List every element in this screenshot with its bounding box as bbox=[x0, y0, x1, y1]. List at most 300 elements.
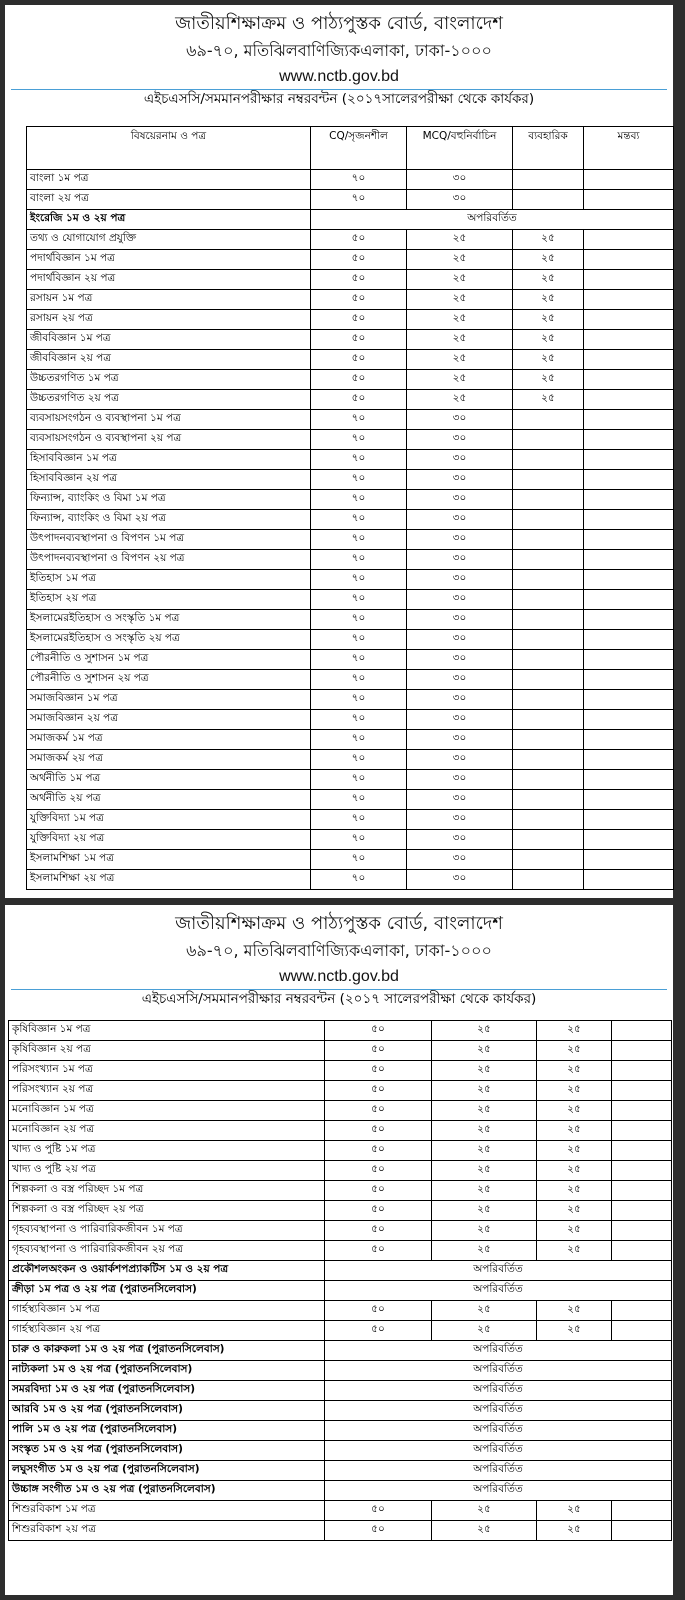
table-row bbox=[9, 1421, 672, 1441]
subject-name: উৎপাদনব্যবস্থাপনা ও বিপণন ১ম পত্র bbox=[27, 530, 311, 550]
table-row bbox=[27, 370, 674, 390]
cq-marks: ৫০ bbox=[325, 1021, 432, 1041]
mcq-marks: ৩০ bbox=[407, 190, 513, 210]
practical-marks: ২৫ bbox=[537, 1221, 612, 1241]
cq-marks: ৭০ bbox=[311, 650, 407, 670]
mcq-marks: ৩০ bbox=[407, 410, 513, 430]
mcq-marks: ৩০ bbox=[407, 530, 513, 550]
remarks-cell bbox=[584, 710, 674, 730]
subject-name: পদার্থবিজ্ঞান ১ম পত্র bbox=[27, 250, 311, 270]
mcq-marks: ৩০ bbox=[407, 490, 513, 510]
subject-name: ব্যবসায়সংগঠন ও ব্যবস্থাপনা ১ম পত্র bbox=[27, 410, 311, 430]
cq-marks: ৭০ bbox=[311, 850, 407, 870]
remarks-cell bbox=[612, 1201, 672, 1221]
table-row bbox=[9, 1061, 672, 1081]
subject-name: উচ্চতরগণিত ১ম পত্র bbox=[27, 370, 311, 390]
cq-marks: ৭০ bbox=[311, 490, 407, 510]
mcq-marks: ৩০ bbox=[407, 610, 513, 630]
cq-marks: ৭০ bbox=[311, 670, 407, 690]
subject-name: ফিন্যান্স, ব্যাংকিং ও বিমা ২য় পত্র bbox=[27, 510, 311, 530]
table-row bbox=[9, 1381, 672, 1401]
org-title: জাতীয়শিক্ষাক্রম ও পাঠ্যপুস্তক বোর্ড, বাংলাদেশ bbox=[175, 13, 503, 34]
table-row bbox=[27, 530, 674, 550]
cq-marks: ৫০ bbox=[325, 1501, 432, 1521]
unchanged-note: অপরিবর্তিত bbox=[325, 1381, 672, 1401]
cq-marks: ৫০ bbox=[325, 1161, 432, 1181]
cq-marks: ৭০ bbox=[311, 790, 407, 810]
practical-marks: ২৫ bbox=[537, 1301, 612, 1321]
subject-name: মনোবিজ্ঞান ২য় পত্র bbox=[9, 1121, 325, 1141]
mcq-marks: ২৫ bbox=[432, 1521, 537, 1541]
subject-name: ফিন্যান্স, ব্যাংকিং ও বিমা ১ম পত্র bbox=[27, 490, 311, 510]
cq-marks: ৫০ bbox=[325, 1521, 432, 1541]
mcq-marks: ২৫ bbox=[432, 1041, 537, 1061]
cq-marks: ৫০ bbox=[325, 1141, 432, 1161]
subject-name: সমাজকর্ম ২য় পত্র bbox=[27, 750, 311, 770]
subject-name: ইতিহাস ২য় পত্র bbox=[27, 590, 311, 610]
unchanged-note: অপরিবর্তিত bbox=[325, 1361, 672, 1381]
remarks-cell bbox=[584, 850, 674, 870]
remarks-cell bbox=[584, 310, 674, 330]
cq-marks: ৫০ bbox=[311, 330, 407, 350]
table-row bbox=[27, 630, 674, 650]
subject-name: মনোবিজ্ঞান ১ম পত্র bbox=[9, 1101, 325, 1121]
practical-marks: ২৫ bbox=[513, 310, 584, 330]
remarks-cell bbox=[584, 630, 674, 650]
practical-marks: ২৫ bbox=[513, 270, 584, 290]
cq-marks: ৫০ bbox=[325, 1181, 432, 1201]
practical-marks: ২৫ bbox=[537, 1101, 612, 1121]
remarks-cell bbox=[584, 430, 674, 450]
practical-marks bbox=[513, 670, 584, 690]
subject-name: পদার্থবিজ্ঞান ২য় পত্র bbox=[27, 270, 311, 290]
practical-marks bbox=[513, 530, 584, 550]
mcq-marks: ৩০ bbox=[407, 690, 513, 710]
page-1-header bbox=[5, 5, 673, 89]
subject-name: উৎপাদনব্যবস্থাপনা ও বিপণন ২য় পত্র bbox=[27, 550, 311, 570]
mcq-marks: ২৫ bbox=[407, 370, 513, 390]
mcq-marks: ৩০ bbox=[407, 850, 513, 870]
remarks-cell bbox=[612, 1241, 672, 1261]
table-row bbox=[27, 670, 674, 690]
practical-marks bbox=[513, 690, 584, 710]
practical-marks: ২৫ bbox=[537, 1181, 612, 1201]
practical-marks bbox=[513, 750, 584, 770]
mcq-marks: ২৫ bbox=[432, 1101, 537, 1121]
table-row bbox=[27, 310, 674, 330]
remarks-cell bbox=[584, 790, 674, 810]
cq-marks: ৫০ bbox=[311, 230, 407, 250]
practical-marks: ২৫ bbox=[537, 1501, 612, 1521]
table-row bbox=[27, 730, 674, 750]
subject-name: নাট্যকলা ১ম ও ২য় পত্র (পুরাতনসিলেবাস) bbox=[9, 1361, 325, 1381]
mcq-marks: ৩০ bbox=[407, 810, 513, 830]
practical-marks bbox=[513, 710, 584, 730]
table-row bbox=[9, 1161, 672, 1181]
table-row bbox=[27, 830, 674, 850]
subject-name: ক্রীড়া ১ম পত্র ও ২য় পত্র (পুরাতনসিলেবাস) bbox=[9, 1281, 325, 1301]
practical-marks bbox=[513, 590, 584, 610]
remarks-cell bbox=[584, 670, 674, 690]
cq-marks: ৭০ bbox=[311, 770, 407, 790]
mcq-marks: ২৫ bbox=[432, 1061, 537, 1081]
remarks-cell bbox=[584, 690, 674, 710]
table-row bbox=[27, 590, 674, 610]
subject-name: ইতিহাস ১ম পত্র bbox=[27, 570, 311, 590]
table-row bbox=[27, 330, 674, 350]
practical-marks: ২৫ bbox=[513, 250, 584, 270]
practical-marks: ২৫ bbox=[537, 1061, 612, 1081]
remarks-cell bbox=[584, 370, 674, 390]
mcq-marks: ২৫ bbox=[407, 330, 513, 350]
subject-name: ব্যবসায়সংগঠন ও ব্যবস্থাপনা ২য় পত্র bbox=[27, 430, 311, 450]
mcq-marks: ৩০ bbox=[407, 170, 513, 190]
subject-name: যুক্তিবিদ্যা ২য় পত্র bbox=[27, 830, 311, 850]
remarks-cell bbox=[584, 830, 674, 850]
table-row bbox=[27, 250, 674, 270]
remarks-cell bbox=[584, 870, 674, 890]
table-row bbox=[9, 1441, 672, 1461]
remarks-cell bbox=[584, 650, 674, 670]
cq-marks: ৫০ bbox=[325, 1241, 432, 1261]
cq-marks: ৫০ bbox=[325, 1101, 432, 1121]
remarks-cell bbox=[584, 570, 674, 590]
mcq-marks: ২৫ bbox=[432, 1301, 537, 1321]
remarks-cell bbox=[612, 1121, 672, 1141]
cq-marks: ৭০ bbox=[311, 190, 407, 210]
cq-marks: ৭০ bbox=[311, 730, 407, 750]
practical-marks bbox=[513, 490, 584, 510]
cq-marks: ৭০ bbox=[311, 450, 407, 470]
remarks-cell bbox=[612, 1181, 672, 1201]
practical-marks bbox=[513, 570, 584, 590]
unchanged-note: অপরিবর্তিত bbox=[325, 1421, 672, 1441]
table-row bbox=[27, 770, 674, 790]
subject-name: আরবি ১ম ও ২য় পত্র (পুরাতনসিলেবাস) bbox=[9, 1401, 325, 1421]
table-row bbox=[27, 870, 674, 890]
unchanged-note: অপরিবর্তিত bbox=[325, 1401, 672, 1421]
cq-marks: ৫০ bbox=[311, 390, 407, 410]
table-row bbox=[9, 1461, 672, 1481]
org-address: ৬৯-৭০, মতিঝিলবাণিজ্যিকএলাকা, ঢাকা-১০০০ bbox=[186, 41, 492, 60]
subject-name: কৃষিবিজ্ঞান ১ম পত্র bbox=[9, 1021, 325, 1041]
remarks-cell bbox=[584, 410, 674, 430]
practical-marks: ২৫ bbox=[537, 1141, 612, 1161]
remarks-cell bbox=[584, 610, 674, 630]
cq-marks: ৭০ bbox=[311, 630, 407, 650]
remarks-cell bbox=[612, 1041, 672, 1061]
mcq-marks: ২৫ bbox=[432, 1221, 537, 1241]
subtitle: এইচএসসি/সমমানপরীক্ষার নম্বরবন্টন (২০১৭সালেরপরীক্ষা থেকে কার্যকর) bbox=[143, 91, 535, 107]
mcq-marks: ২৫ bbox=[432, 1501, 537, 1521]
cq-marks: ৭০ bbox=[311, 430, 407, 450]
mcq-marks: ৩০ bbox=[407, 450, 513, 470]
subject-name: প্রকৌশলঅংকন ও ওয়ার্কশপপ্র্যাকটিস ১ম ও ২য় পত্র bbox=[9, 1261, 325, 1281]
subject-name: উচ্চতরগণিত ২য় পত্র bbox=[27, 390, 311, 410]
practical-marks: ২৫ bbox=[513, 230, 584, 250]
table-row bbox=[27, 650, 674, 670]
practical-marks bbox=[513, 790, 584, 810]
table-row bbox=[9, 1101, 672, 1121]
subject-name: সমাজকর্ম ১ম পত্র bbox=[27, 730, 311, 750]
table-row bbox=[27, 430, 674, 450]
practical-marks: ২৫ bbox=[537, 1081, 612, 1101]
subject-name: যুক্তিবিদ্যা ১ম পত্র bbox=[27, 810, 311, 830]
remarks-cell bbox=[584, 770, 674, 790]
cq-marks: ৭০ bbox=[311, 570, 407, 590]
unchanged-note: অপরিবর্তিত bbox=[325, 1261, 672, 1281]
table-row bbox=[27, 610, 674, 630]
remarks-cell bbox=[584, 330, 674, 350]
mcq-marks: ৩০ bbox=[407, 770, 513, 790]
cq-marks: ৭০ bbox=[311, 410, 407, 430]
subject-name: শিশুরবিকাশ ২য় পত্র bbox=[9, 1521, 325, 1541]
table-header-row bbox=[27, 127, 674, 170]
practical-marks bbox=[513, 470, 584, 490]
table-row bbox=[27, 810, 674, 830]
table-row bbox=[9, 1021, 672, 1041]
subject-name: অর্থনীতি ২য় পত্র bbox=[27, 790, 311, 810]
remarks-cell bbox=[612, 1501, 672, 1521]
remarks-cell bbox=[612, 1521, 672, 1541]
cq-marks: ৭০ bbox=[311, 810, 407, 830]
mcq-marks: ৩০ bbox=[407, 590, 513, 610]
remarks-cell bbox=[612, 1221, 672, 1241]
table-row bbox=[27, 690, 674, 710]
table-row bbox=[27, 750, 674, 770]
practical-marks: ২৫ bbox=[537, 1241, 612, 1261]
subject-name: গৃহব্যবস্থাপনা ও পারিবারিকজীবন ১ম পত্র bbox=[9, 1221, 325, 1241]
remarks-cell bbox=[584, 530, 674, 550]
mcq-marks: ২৫ bbox=[407, 230, 513, 250]
practical-marks: ২৫ bbox=[513, 350, 584, 370]
subject-name: জীববিজ্ঞান ১ম পত্র bbox=[27, 330, 311, 350]
unchanged-note: অপরিবর্তিত bbox=[325, 1341, 672, 1361]
practical-marks bbox=[513, 630, 584, 650]
practical-marks bbox=[513, 870, 584, 890]
cq-marks: ৭০ bbox=[311, 170, 407, 190]
remarks-cell bbox=[584, 290, 674, 310]
cq-marks: ৫০ bbox=[311, 290, 407, 310]
remarks-cell bbox=[612, 1321, 672, 1341]
col-mcq: MCQ/বহুনির্বাচিন bbox=[407, 127, 513, 170]
mcq-marks: ৩০ bbox=[407, 630, 513, 650]
cq-marks: ৫০ bbox=[311, 310, 407, 330]
table-row bbox=[9, 1121, 672, 1141]
practical-marks: ২৫ bbox=[537, 1021, 612, 1041]
subject-name: রসায়ন ১ম পত্র bbox=[27, 290, 311, 310]
cq-marks: ৫০ bbox=[325, 1201, 432, 1221]
mcq-marks: ৩০ bbox=[407, 430, 513, 450]
cq-marks: ৭০ bbox=[311, 690, 407, 710]
page-2 bbox=[5, 905, 673, 1595]
table-row bbox=[27, 550, 674, 570]
website: www.nctb.gov.bd bbox=[279, 968, 399, 985]
org-address: ৬৯-৭০, মতিঝিলবাণিজ্যিকএলাকা, ঢাকা-১০০০ bbox=[186, 941, 492, 960]
table-row bbox=[27, 170, 674, 190]
subject-name: হিসাববিজ্ঞান ২য় পত্র bbox=[27, 470, 311, 490]
table-row bbox=[9, 1361, 672, 1381]
subject-name: সংস্কৃত ১ম ও ২য় পত্র (পুরাতনসিলেবাস) bbox=[9, 1441, 325, 1461]
mcq-marks: ৩০ bbox=[407, 870, 513, 890]
subject-name: খাদ্য ও পুষ্টি ২য় পত্র bbox=[9, 1161, 325, 1181]
table-row bbox=[9, 1521, 672, 1541]
subject-name: পরিসংখ্যান ১ম পত্র bbox=[9, 1061, 325, 1081]
remarks-cell bbox=[584, 190, 674, 210]
table-row bbox=[27, 290, 674, 310]
mcq-marks: ২৫ bbox=[407, 310, 513, 330]
table-row bbox=[27, 390, 674, 410]
subject-name: লঘুসংগীত ১ম ও ২য় পত্র (পুরাতনসিলেবাস) bbox=[9, 1461, 325, 1481]
table-row bbox=[27, 210, 674, 230]
mcq-marks: ৩০ bbox=[407, 550, 513, 570]
remarks-cell bbox=[584, 270, 674, 290]
practical-marks bbox=[513, 170, 584, 190]
mcq-marks: ২৫ bbox=[432, 1181, 537, 1201]
table-row bbox=[9, 1501, 672, 1521]
practical-marks bbox=[513, 190, 584, 210]
remarks-cell bbox=[584, 250, 674, 270]
remarks-cell bbox=[584, 490, 674, 510]
subject-name: জীববিজ্ঞান ২য় পত্র bbox=[27, 350, 311, 370]
table-row bbox=[9, 1301, 672, 1321]
subject-name: পালি ১ম ও ২য় পত্র (পুরাতনসিলেবাস) bbox=[9, 1421, 325, 1441]
mcq-marks: ২৫ bbox=[407, 350, 513, 370]
cq-marks: ৭০ bbox=[311, 870, 407, 890]
subject-name: উচ্চাঙ্গ সংগীত ১ম ও ২য় পত্র (পুরাতনসিলেবাস) bbox=[9, 1481, 325, 1501]
subject-name: রসায়ন ২য় পত্র bbox=[27, 310, 311, 330]
subject-name: চারু ও কারুকলা ১ম ও ২য় পত্র (পুরাতনসিলেবাস) bbox=[9, 1341, 325, 1361]
website: www.nctb.gov.bd bbox=[279, 68, 399, 85]
cq-marks: ৭০ bbox=[311, 530, 407, 550]
col-remarks: মন্তব্য bbox=[584, 127, 674, 170]
table-row bbox=[27, 270, 674, 290]
mcq-marks: ২৫ bbox=[407, 250, 513, 270]
cq-marks: ৫০ bbox=[325, 1301, 432, 1321]
remarks-cell bbox=[584, 390, 674, 410]
table-row bbox=[9, 1321, 672, 1341]
mcq-marks: ৩০ bbox=[407, 570, 513, 590]
practical-marks bbox=[513, 510, 584, 530]
remarks-cell bbox=[612, 1081, 672, 1101]
practical-marks: ২৫ bbox=[513, 330, 584, 350]
table-row bbox=[9, 1241, 672, 1261]
unchanged-note: অপরিবর্তিত bbox=[325, 1281, 672, 1301]
remarks-cell bbox=[584, 170, 674, 190]
subject-name: বাংলা ১ম পত্র bbox=[27, 170, 311, 190]
cq-marks: ৫০ bbox=[311, 250, 407, 270]
subject-name: পরিসংখ্যান ২য় পত্র bbox=[9, 1081, 325, 1101]
table-row bbox=[27, 470, 674, 490]
mcq-marks: ২৫ bbox=[407, 290, 513, 310]
cq-marks: ৫০ bbox=[325, 1321, 432, 1341]
unchanged-note: অপরিবর্তিত bbox=[311, 210, 674, 230]
practical-marks bbox=[513, 810, 584, 830]
subject-name: সমরবিদ্যা ১ম ও ২য় পত্র (পুরাতনসিলেবাস) bbox=[9, 1381, 325, 1401]
cq-marks: ৫০ bbox=[311, 370, 407, 390]
practical-marks bbox=[513, 730, 584, 750]
mcq-marks: ৩০ bbox=[407, 790, 513, 810]
org-title: জাতীয়শিক্ষাক্রম ও পাঠ্যপুস্তক বোর্ড, বাংলাদেশ bbox=[175, 913, 503, 934]
table-row bbox=[9, 1201, 672, 1221]
subject-name: গৃহব্যবস্থাপনা ও পারিবারিকজীবন ২য় পত্র bbox=[9, 1241, 325, 1261]
table-row bbox=[9, 1281, 672, 1301]
practical-marks: ২৫ bbox=[537, 1321, 612, 1341]
mcq-marks: ২৫ bbox=[432, 1201, 537, 1221]
subject-name: শিল্পকলা ও বস্ত্র পরিচ্ছদ ১ম পত্র bbox=[9, 1181, 325, 1201]
mcq-marks: ৩০ bbox=[407, 730, 513, 750]
subject-name: ইসলামশিক্ষা ২য় পত্র bbox=[27, 870, 311, 890]
subject-name: গার্হস্থ্যবিজ্ঞান ২য় পত্র bbox=[9, 1321, 325, 1341]
cq-marks: ৭০ bbox=[311, 750, 407, 770]
cq-marks: ৫০ bbox=[325, 1061, 432, 1081]
table-row bbox=[27, 410, 674, 430]
subject-name: তথ্য ও যোগাযোগ প্রযুক্তি bbox=[27, 230, 311, 250]
table-row bbox=[27, 230, 674, 250]
mcq-marks: ২৫ bbox=[432, 1081, 537, 1101]
practical-marks: ২৫ bbox=[537, 1521, 612, 1541]
mcq-marks: ২৫ bbox=[432, 1141, 537, 1161]
remarks-cell bbox=[584, 450, 674, 470]
mcq-marks: ৩০ bbox=[407, 510, 513, 530]
remarks-cell bbox=[584, 730, 674, 750]
cq-marks: ৫০ bbox=[325, 1041, 432, 1061]
remarks-cell bbox=[612, 1101, 672, 1121]
unchanged-note: অপরিবর্তিত bbox=[325, 1481, 672, 1501]
cq-marks: ৭০ bbox=[311, 550, 407, 570]
subject-name: ইসলামেরইতিহাস ও সংস্কৃতি ২য় পত্র bbox=[27, 630, 311, 650]
mcq-marks: ২৫ bbox=[407, 270, 513, 290]
remarks-cell bbox=[584, 510, 674, 530]
practical-marks: ২৫ bbox=[513, 370, 584, 390]
remarks-cell bbox=[612, 1141, 672, 1161]
remarks-cell bbox=[612, 1301, 672, 1321]
practical-marks: ২৫ bbox=[537, 1121, 612, 1141]
table-row bbox=[9, 1141, 672, 1161]
cq-marks: ৫০ bbox=[325, 1121, 432, 1141]
practical-marks bbox=[513, 850, 584, 870]
page-2-header bbox=[5, 905, 673, 989]
col-practical: ব্যবহারিক bbox=[513, 127, 584, 170]
practical-marks: ২৫ bbox=[537, 1041, 612, 1061]
mcq-marks: ২৫ bbox=[432, 1321, 537, 1341]
mcq-marks: ২৫ bbox=[432, 1021, 537, 1041]
mcq-marks: ২৫ bbox=[432, 1161, 537, 1181]
table-row bbox=[9, 1261, 672, 1281]
table-row bbox=[27, 850, 674, 870]
subject-name: শিশুরবিকাশ ১ম পত্র bbox=[9, 1501, 325, 1521]
col-subject: বিষয়েরনাম ও পত্র bbox=[27, 127, 311, 170]
practical-marks bbox=[513, 430, 584, 450]
subject-name: গার্হস্থ্যবিজ্ঞান ১ম পত্র bbox=[9, 1301, 325, 1321]
practical-marks: ২৫ bbox=[537, 1201, 612, 1221]
remarks-cell bbox=[584, 810, 674, 830]
unchanged-note: অপরিবর্তিত bbox=[325, 1441, 672, 1461]
cq-marks: ৭০ bbox=[311, 510, 407, 530]
marks-table-2 bbox=[8, 1020, 672, 1541]
cq-marks: ৫০ bbox=[311, 350, 407, 370]
subject-name: সমাজবিজ্ঞান ২য় পত্র bbox=[27, 710, 311, 730]
subtitle: এইচএসসি/সমমানপরীক্ষার নম্বরবন্টন (২০১৭ সালেরপরীক্ষা থেকে কার্যকর) bbox=[141, 991, 537, 1007]
page-1 bbox=[5, 5, 673, 898]
mcq-marks: ৩০ bbox=[407, 710, 513, 730]
practical-marks: ২৫ bbox=[513, 290, 584, 310]
remarks-cell bbox=[584, 350, 674, 370]
remarks-cell bbox=[612, 1161, 672, 1181]
subject-name: কৃষিবিজ্ঞান ২য় পত্র bbox=[9, 1041, 325, 1061]
table-row bbox=[27, 510, 674, 530]
table-row bbox=[9, 1341, 672, 1361]
